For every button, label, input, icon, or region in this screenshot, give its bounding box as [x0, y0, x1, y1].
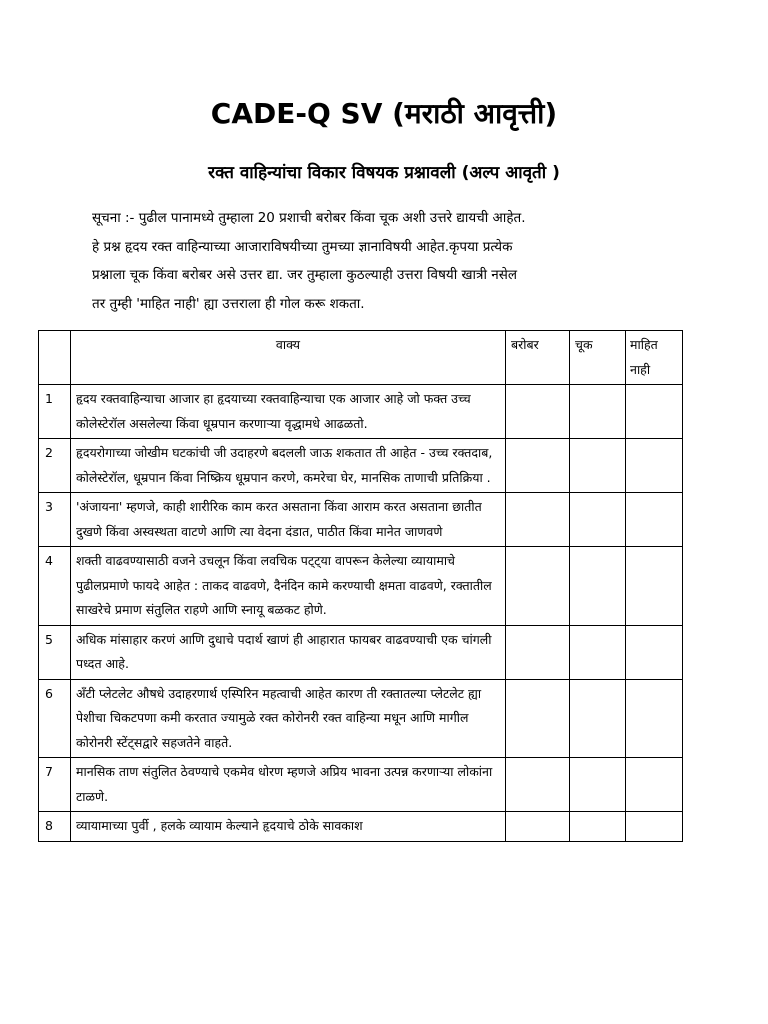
- page-title: CADE-Q SV (मराठी आवृत्ती): [210, 97, 558, 130]
- agree-cell[interactable]: [506, 679, 570, 758]
- instructions-line: हे प्रश्न हृदय रक्त वाहिन्याच्या आजाराविषयीच्या तुमच्या ज्ञानाविषयी आहेत.कृपया प्रत्येक: [92, 238, 513, 255]
- row-statement: [71, 493, 506, 547]
- row-number: 7: [39, 758, 71, 812]
- table-header-row: [39, 331, 683, 385]
- disagree-cell[interactable]: [570, 812, 626, 842]
- disagree-cell[interactable]: [570, 625, 626, 679]
- row-number: 6: [39, 679, 71, 758]
- table-row: [39, 625, 683, 679]
- row-statement: [71, 385, 506, 439]
- row-statement: [71, 812, 506, 842]
- row-number: 5: [39, 625, 71, 679]
- header-agree: बरोबर: [506, 331, 570, 385]
- dont-know-cell[interactable]: [626, 439, 683, 493]
- dont-know-cell[interactable]: [626, 812, 683, 842]
- disagree-cell[interactable]: [570, 547, 626, 626]
- instructions-line: सूचना :- पुढील पानामध्ये तुम्हाला 20 प्रशाची बरोबर किंवा चूक अशी उत्तरे द्यायची आहेत.: [92, 210, 526, 226]
- disagree-cell[interactable]: [570, 758, 626, 812]
- dont-know-cell[interactable]: [626, 758, 683, 812]
- agree-cell[interactable]: [506, 812, 570, 842]
- instructions-line: तर तुम्ही 'माहित नाही' ह्या उत्तराला ही गोल करू शकता.: [92, 295, 365, 312]
- table-row: [39, 679, 683, 758]
- questionnaire-table: [38, 330, 683, 842]
- table-row: [39, 758, 683, 812]
- row-number: 3: [39, 493, 71, 547]
- row-number: 8: [39, 812, 71, 842]
- statement-text: अधिक मांसाहार करणं आणि दुधाचे पदार्थ खाणं ही आहारात फायबर वाढवण्याची एक चांगली पध्दत आहे.: [76, 631, 492, 671]
- row-statement: [71, 625, 506, 679]
- row-statement: [71, 679, 506, 758]
- instructions-line: प्रश्नाला चूक किंवा बरोबर असे उत्तर द्या. जर तुम्हाला कुठल्याही उत्तरा विषयी खात्री नसेल: [92, 267, 518, 283]
- agree-cell[interactable]: [506, 493, 570, 547]
- instructions: [92, 204, 672, 318]
- table-row: [39, 493, 683, 547]
- agree-cell[interactable]: [506, 758, 570, 812]
- page-subtitle: रक्त वाहिन्यांचा विकार विषयक प्रश्नावली (अल्प आवृती ): [208, 163, 560, 183]
- table-row: [39, 812, 683, 842]
- table-row: [39, 385, 683, 439]
- row-number: 2: [39, 439, 71, 493]
- statement-text: शक्ती वाढवण्यासाठी वजने उचलून किंवा लवचिक पट्ट्या वापरून केलेल्या व्यायामाचे पुढीलप्रमाणे फायदे आहेत : ताकद वाढवणे, दैनंदिन कामे करण्याची क्षमता वाढवणे, रक्तातील साखरेचे प्रमाण संतुलित राहणे आणि स्नायू बळकट होणे.: [76, 553, 492, 617]
- row-statement: [71, 439, 506, 493]
- disagree-cell[interactable]: [570, 493, 626, 547]
- row-statement: [71, 758, 506, 812]
- statement-text: मानसिक ताण संतुलित ठेवण्याचे एकमेव धोरण म्हणजे अप्रिय भावना उत्पन्न करणाऱ्या लोकांना टाळणे.: [76, 764, 493, 804]
- dont-know-cell[interactable]: [626, 679, 683, 758]
- agree-cell[interactable]: [506, 625, 570, 679]
- table-row: [39, 547, 683, 626]
- statement-text: हृदयरोगाच्या जोखीम घटकांची जी उदाहरणे बदलली जाऊ शकतात ती आहेत - उच्च रक्तदाब, कोलेस्टेरॉल, धूम्रपान किंवा निष्क्रिय धूम्रपान करणे, कमरेचा घेर, मानसिक ताणाची प्रतिक्रिया .: [76, 445, 493, 485]
- statement-text: अँटी प्लेटलेट औषधे उदाहरणार्थ एस्पिरिन महत्वाची आहेत कारण ती रक्तातल्या प्लेटलेट ह्या पेशीचा चिकटपणा कमी करतात ज्यामुळे रक्त कोरोनरी रक्त वाहिन्या मधून आणि मागील कोरोनरी स्टेंट्सद्वारे सहजतेने वाहते.: [76, 685, 482, 750]
- statement-text: व्यायामाच्या पुर्वी , हलके व्यायाम केल्याने हृदयाचे ठोके सावकाश: [76, 818, 363, 833]
- statement-text: 'अंजायना' म्हणजे, काही शारीरिक काम करत असताना किंवा आराम करत असताना छातीत दुखणे किंवा अस्वस्थता वाटणे आणि त्या वेदना दंडात, पाठीत किंवा मानेत जाणवणे: [76, 499, 482, 539]
- row-number: 1: [39, 385, 71, 439]
- row-statement: [71, 547, 506, 626]
- header-number: [39, 331, 71, 385]
- agree-cell[interactable]: [506, 385, 570, 439]
- statement-text: हृदय रक्तवाहिन्याचा आजार हा हृदयाच्या रक्तवाहिन्याचा एक आजार आहे जो फक्त उच्च कोलेस्टेरॉल असलेल्या किंवा धूम्रपान करणाऱ्या वृद्धामधे आढळतो.: [76, 391, 471, 431]
- header-disagree: चूक: [570, 331, 626, 385]
- header-dont-know: माहित नाही: [626, 331, 683, 385]
- dont-know-cell[interactable]: [626, 625, 683, 679]
- row-number: 4: [39, 547, 71, 626]
- agree-cell[interactable]: [506, 547, 570, 626]
- table-row: [39, 439, 683, 493]
- disagree-cell[interactable]: [570, 385, 626, 439]
- dont-know-cell[interactable]: [626, 547, 683, 626]
- header-statement: वाक्य: [71, 331, 506, 385]
- dont-know-cell[interactable]: [626, 385, 683, 439]
- agree-cell[interactable]: [506, 439, 570, 493]
- disagree-cell[interactable]: [570, 439, 626, 493]
- dont-know-cell[interactable]: [626, 493, 683, 547]
- disagree-cell[interactable]: [570, 679, 626, 758]
